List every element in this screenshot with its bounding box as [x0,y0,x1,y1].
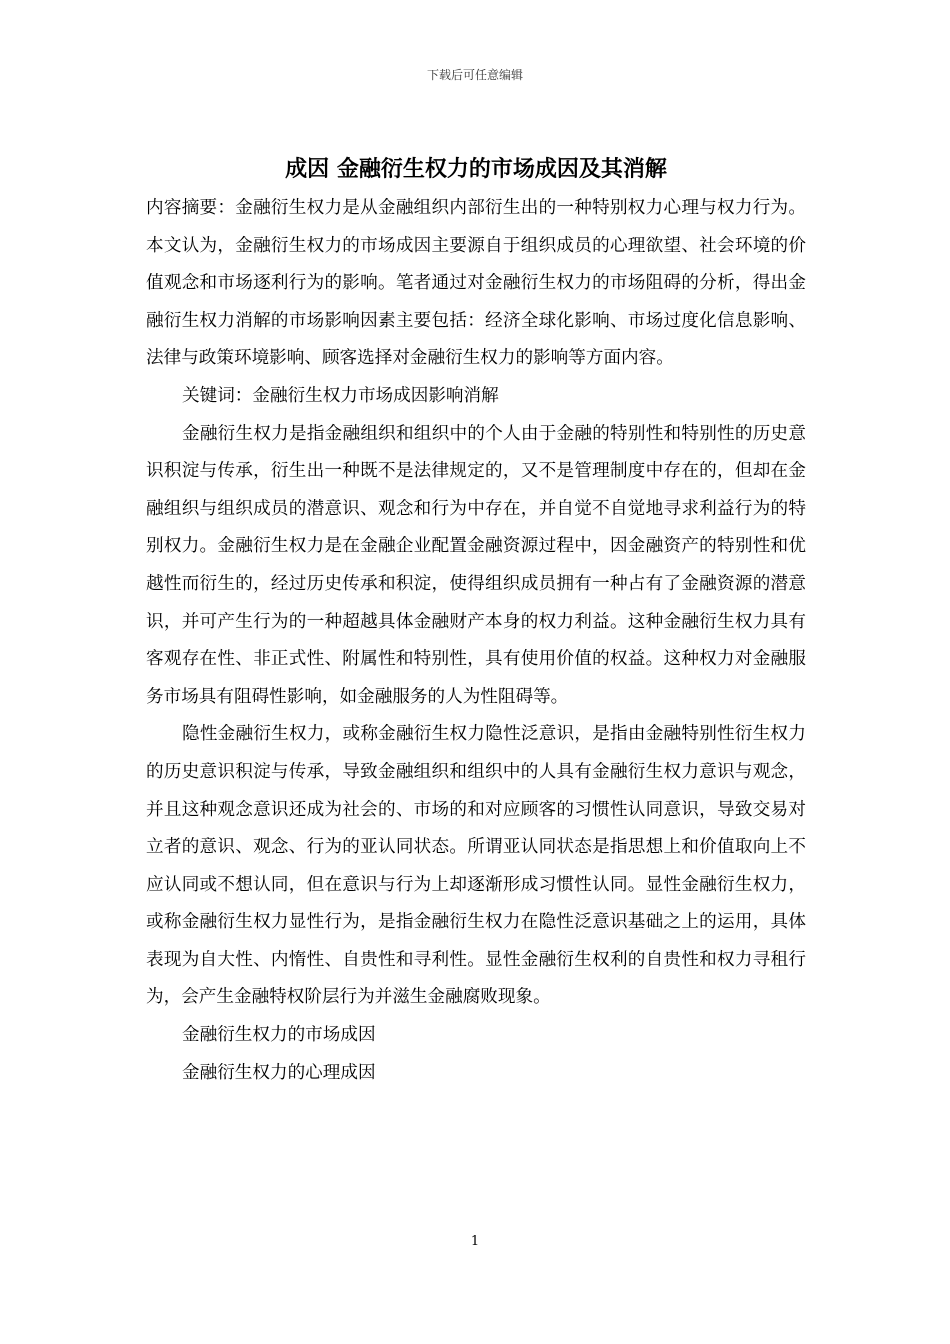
page-header: 下载后可任意编辑 [426,68,523,82]
subsection-heading: 金融衍生权力的心理成因 [182,1062,376,1083]
section-heading: 金融衍生权力的市场成因 [182,1025,376,1046]
abstract-paragraph: 内容摘要：金融衍生权力是从金融组织内部衍生出的一种特别权力心理与权力行为。本文认为，金融衍生权力的市场成因主要源自于组织成员的心理欲望、社会环境的价值观念和市场逐利行为的影响。笔者通过对金融衍生权力的市场阻碍的分析，得出金融衍生权力消解的市场影响因素主要包括：经济全球化影响、市场过度化信息影响、法律与政策环境影响、顾客选择对金融衍生权力的影响等方面内容。 [146,198,806,369]
page-number: 1 [470,1234,480,1249]
document-title: 成因 金融衍生权力的市场成因及其消解 [285,157,667,182]
document-body [146,152,806,1092]
body-paragraph: 隐性金融衍生权力，或称金融衍生权力隐性泛意识，是指由金融特别性衍生权力的历史意识积淀与传承，导致金融组织和组织中的人具有金融衍生权力意识与观念，并且这种观念意识还成为社会的、市场的和对应顾客的习惯性认同意识，导致交易对立者的意识、观念、行为的亚认同状态。所谓亚认同状态是指思想上和价值取向上不应认同或不想认同，但在意识与行为上却逐渐形成习惯性认同。显性金融衍生权力，或称金融衍生权力显性行为，是指金融衍生权力在隐性泛意识基础之上的运用，具体表现为自大性、内惰性、自贵性和寻利性。显性金融衍生权利的自贵性和权力寻租行为，会产生金融特权阶层行为并滋生金融腐败现象。 [146,724,806,1008]
keywords-line: 关键词：金融衍生权力市场成因影响消解 [182,385,499,406]
body-paragraph: 金融衍生权力是指金融组织和组织中的个人由于金融的特别性和特别性的历史意识积淀与传承，衍生出一种既不是法律规定的，又不是管理制度中存在的，但却在金融组织与组织成员的潜意识、观念和行为中存在，并自觉不自觉地寻求利益行为的特别权力。金融衍生权力是在金融企业配置金融资源过程中，因金融资产的特别性和优越性而衍生的，经过历史传承和积淀，使得组织成员拥有一种占有了金融资源的潜意识，并可产生行为的一种超越具体金融财产本身的权力利益。这种金融衍生权力具有客观存在性、非正式性、附属性和特别性，具有使用价值的权益。这种权力对金融服务市场具有阻碍性影响，如金融服务的人为性阻碍等。 [146,423,806,707]
